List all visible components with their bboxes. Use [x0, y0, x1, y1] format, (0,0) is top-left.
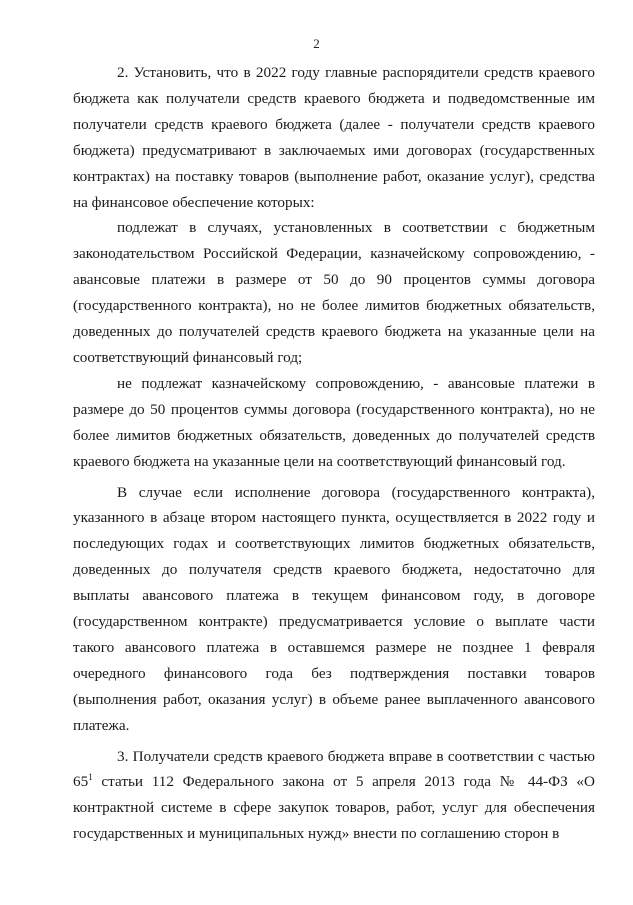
item-3-text-before: 3. Получатели средств краевого бюджета вправе в соответствии с частью 65	[73, 747, 595, 791]
paragraph-item-2: 2. Установить, что в 2022 году главные распорядители средств краевого бюджета как получатели средств краевого бюджета и подведомственные им получатели средств краевого бюджета (далее - получатели средств краевого бюджета) предусматривают в заключаемых ими договорах (государственных контрактах) на поставку товаров (выполнение работ, оказание услуг), средства на финансовое обеспечение которых:	[73, 64, 595, 211]
item-3-superscript: 1	[88, 772, 93, 783]
paragraph-item-3	[73, 744, 595, 848]
paragraph-subject-to-treasury-support: подлежат в случаях, установленных в соответствии с бюджетным законодательством Российской Федерации, казначейскому сопровождению, - авансовые платежи в размере от 50 до 90 процентов суммы договора (государственного контракта), но не более лимитов бюджетных обязательств, доведенных до получателей средств краевого бюджета на указанные цели на соответствующий финансовый год;	[73, 219, 595, 366]
page-number: 2	[313, 36, 320, 51]
item-3-text-after: статьи 112 Федерального закона от 5 апреля 2013 года № 44-ФЗ «О контрактной системе в сфере закупок товаров, работ, услуг для обеспечения государственных и муниципальных нужд» внести по соглашению сторон в	[73, 773, 595, 843]
paragraph-advance-payment-condition: В случае если исполнение договора (государственного контракта), указанного в абзаце втором настоящего пункта, осуществляется в 2022 году и последующих годах и соответствующих лимитов бюджетных обязательств, доведенных до получателя средств краевого бюджета, недостаточно для выплаты авансового платежа в текущем финансовом году, в договоре (государственном контракте) предусматривается условие о выплате части такого авансового платежа в оставшемся размере не позднее 1 февраля очередного финансового года без подтверждения поставки товаров (выполнения работ, оказания услуг) в объеме ранее выплаченного авансового платежа.	[73, 483, 595, 734]
paragraph-not-subject-to-treasury-support: не подлежат казначейскому сопровождению, - авансовые платежи в размере до 50 процентов суммы договора (государственного контракта), но не более лимитов бюджетных обязательств, доведенных до получателей средств краевого бюджета на указанные цели на соответствующий финансовый год.	[73, 374, 595, 470]
document-body	[73, 60, 595, 847]
